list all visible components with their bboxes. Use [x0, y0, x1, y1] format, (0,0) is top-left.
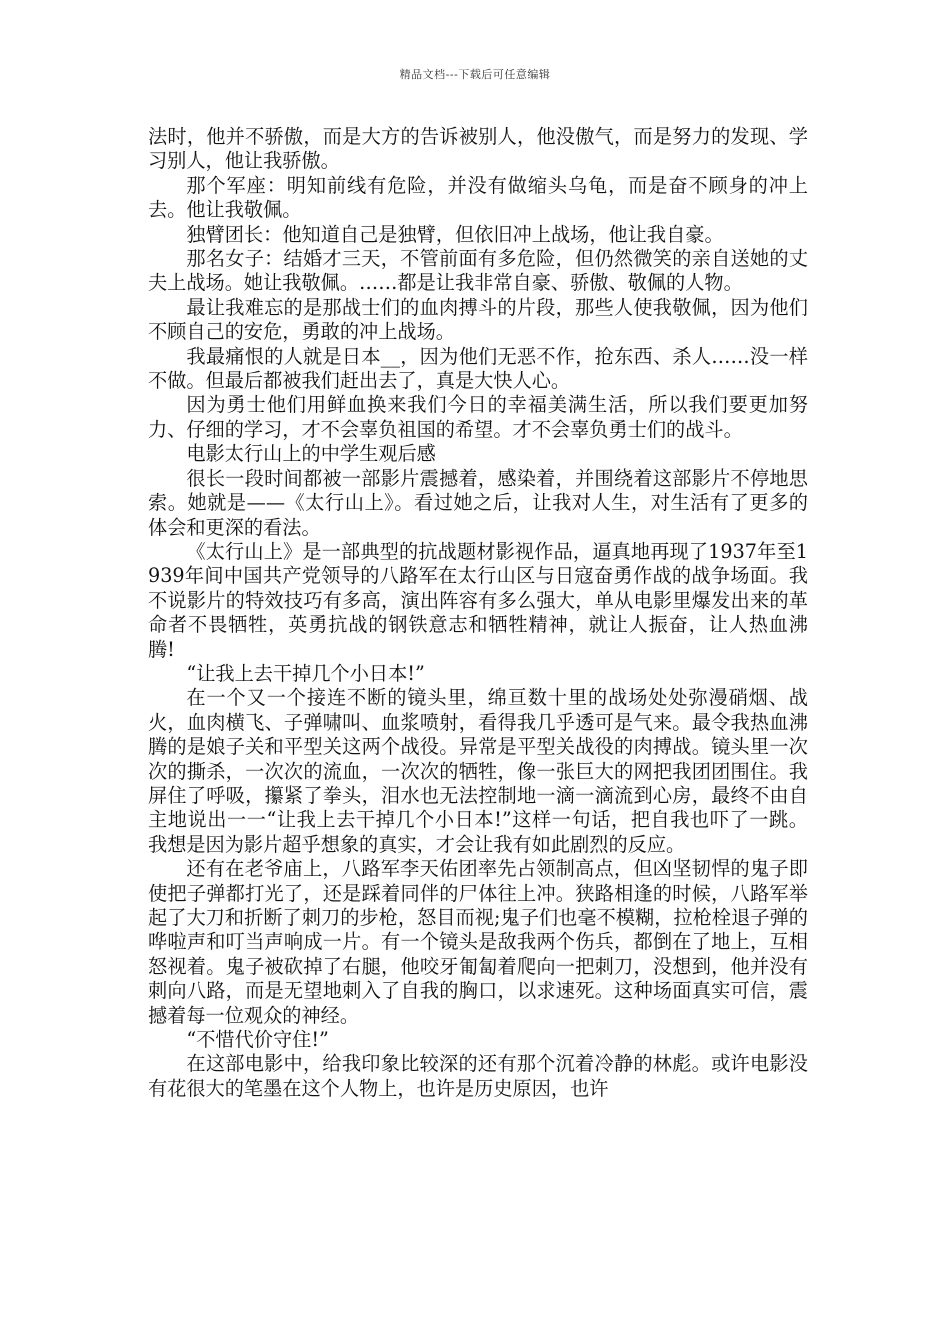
- paragraph: 在这部电影中，给我印象比较深的还有那个沉着冷静的林彪。或许电影没有花很大的笔墨在这个人物上，也许是历史原因，也许: [148, 1052, 808, 1100]
- paragraph: 那个军座：明知前线有危险，并没有做缩头乌龟，而是奋不顾身的冲上去。他让我敬佩。: [148, 173, 808, 222]
- paragraph: 独臂团长：他知道自己是独臂，但依旧冲上战场，他让我自豪。: [186, 222, 724, 246]
- paragraph: 最让我难忘的是那战士们的血肉搏斗的片段，那些人使我敬佩，因为他们不顾自己的安危，勇敢的冲上战场。: [148, 295, 808, 344]
- paragraph: 我最痛恨的人就是日本__，因为他们无恶不作，抢东西、杀人……没一样不做。但最后都被我们赶出去了，真是大快人心。: [148, 344, 808, 393]
- paragraph: 在一个又一个接连不断的镜头里，绵亘数十里的战场处处弥漫硝烟、战火，血肉横飞、子弹啸叫、血浆喷射，看得我几乎透可是气来。最令我热血沸腾的是娘子关和平型关这两个战役。异常是平型关战役的肉搏战。镜头里一次次的撕杀，一次次的流血，一次次的牺牲，像一张巨大的网把我团团围住。我屏住了呼吸，攥紧了拳头，泪水也无法控制地一滴一滴流到心房，最终不由自主地说出一一“让我上去干掉几个小日本!”这样一句话，把自我也吓了一跳。我想是因为影片超乎想象的真实，才会让我有如此剧烈的反应。: [148, 686, 808, 856]
- paragraph: 那名女子：结婚才三天，不管前面有多危险，但仍然微笑的亲自送她的丈夫上战场。她让我敬佩。……都是让我非常自豪、骄傲、敬佩的人物。: [148, 247, 808, 295]
- quote-heading: “不惜代价守住!”: [186, 1028, 329, 1052]
- section-title: 电影太行山上的中学生观后感: [186, 442, 436, 466]
- paragraph: 因为勇士他们用鲜血换来我们今日的幸福美满生活，所以我们要更加努力、仔细的学习，才不会辜负祖国的希望。才不会辜负勇士们的战斗。: [148, 393, 808, 441]
- document-body: [148, 125, 808, 1101]
- paragraph: 很长一段时间都被一部影片震撼着，感染着，并围绕着这部影片不停地思索。她就是——《太行山上》。看过她之后，让我对人生，对生活有了更多的体会和更深的看法。: [148, 466, 808, 539]
- page-header: 精品文档---下载后可任意编辑: [399, 68, 551, 81]
- paragraph: 法时，他并不骄傲，而是大方的告诉被别人，他没傲气，而是努力的发现、学习别人，他让我骄傲。: [148, 125, 808, 173]
- quote-heading: “让我上去干掉几个小日本!”: [186, 661, 425, 685]
- paragraph: 《太行山上》是一部典型的抗战题材影视作品，逼真地再现了1937年至1939年间中国共产党领导的八路军在太行山区与日寇奋勇作战的战争场面。我不说影片的特效技巧有多高，演出阵容有多么强大，单从电影里爆发出来的革命者不畏牺牲，英勇抗战的钢铁意志和牺牲精神，就让人振奋，让人热血沸腾!: [148, 539, 808, 661]
- paragraph: 还有在老爷庙上，八路军李天佑团率先占领制高点，但凶坚韧悍的鬼子即使把子弹都打光了，还是踩着同伴的尸体往上冲。狭路相逢的时候，八路军举起了大刀和折断了刺刀的步枪，怒目而视;鬼子们也毫不模糊，拉枪栓退子弹的哗啦声和叮当声响成一片。有一个镜头是敌我两个伤兵，都倒在了地上，互相怒视着。鬼子被砍掉了右腿，他咬牙匍匐着爬向一把刺刀，没想到，他并没有刺向八路，而是无望地刺入了自我的胸口，以求速死。这种场面真实可信，震撼着每一位观众的神经。: [148, 857, 808, 1027]
